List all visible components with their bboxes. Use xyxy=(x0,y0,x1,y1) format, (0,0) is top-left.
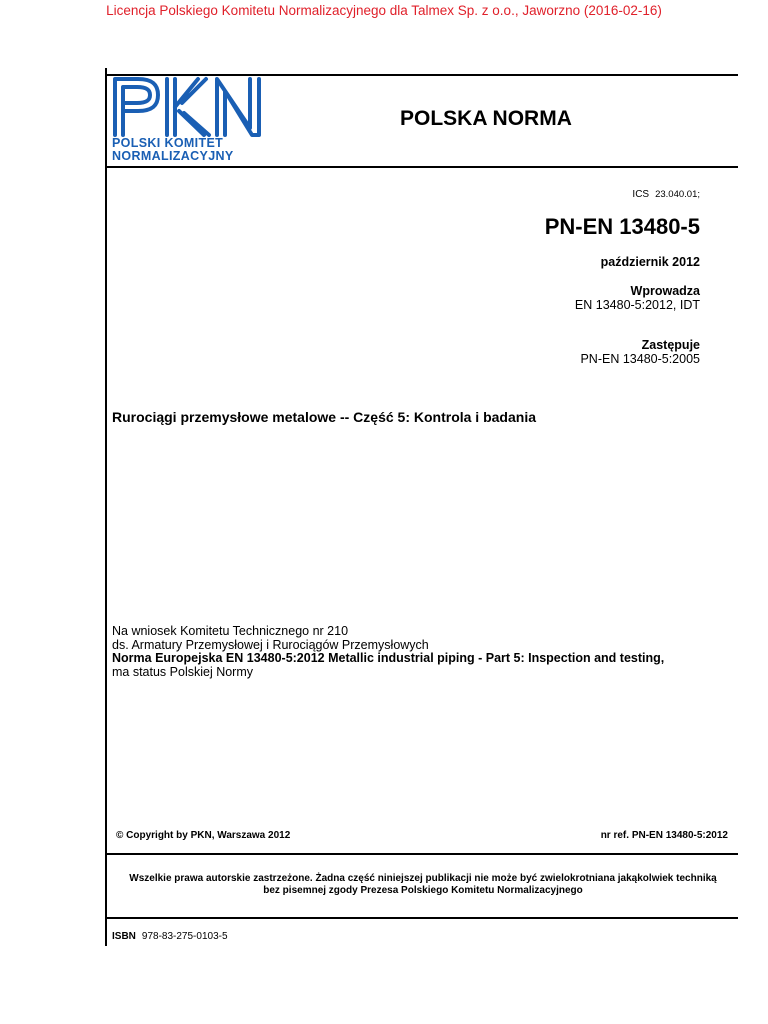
request-line-2: ds. Armatury Przemysłowej i Rurociągów Przemysłowych xyxy=(112,638,429,652)
standard-number: PN-EN 13480-5 xyxy=(544,214,700,239)
request-line-1: Na wniosek Komitetu Technicznego nr 210 xyxy=(112,624,349,638)
publication-date: październik 2012 xyxy=(600,255,700,269)
replaces-value: PN-EN 13480-5:2005 xyxy=(580,352,700,366)
logo-text-line2: NORMALIZACYJNY xyxy=(112,149,234,163)
ics-label: ICS xyxy=(632,189,650,200)
ics-code xyxy=(632,189,700,200)
introduces-label: Wprowadza xyxy=(630,284,700,298)
footer-bottom-rule xyxy=(105,917,738,919)
document-title: Rurociągi przemysłowe metalowe -- Część 5: Kontrola i badania xyxy=(112,409,536,425)
logo-text-line1: POLSKI KOMITET xyxy=(112,136,224,150)
logo-n-shape xyxy=(217,79,259,135)
rights-notice-line-1: Wszelkie prawa autorskie zastrzeżone. Żadna część niniejszej publikacji nie może być zwielokrotniana jakąkolwiek techniką xyxy=(129,873,717,884)
request-line-3: Norma Europejska EN 13480-5:2012 Metallic industrial piping - Part 5: Inspection and testing, xyxy=(112,651,665,665)
isbn xyxy=(112,931,228,942)
introduces-value: EN 13480-5:2012, IDT xyxy=(574,298,700,312)
copyright-notice: © Copyright by PKN, Warszawa 2012 xyxy=(116,830,291,841)
request-line-4: ma status Polskiej Normy xyxy=(112,665,254,679)
page-title: POLSKA NORMA xyxy=(400,107,572,130)
license-header: Licencja Polskiego Komitetu Normalizacyjnego dla Talmex Sp. z o.o., Jaworzno (2016-02-16) xyxy=(106,3,662,18)
left-vertical-rule xyxy=(105,68,107,946)
header-bottom-rule xyxy=(105,166,738,168)
rights-notice-line-2: bez pisemnej zgody Prezesa Polskiego Komitetu Normalizacyjnego xyxy=(263,885,583,896)
isbn-value: 978-83-275-0103-5 xyxy=(141,931,228,942)
replaces-label: Zastępuje xyxy=(641,338,700,352)
logo-p-shape xyxy=(115,79,158,135)
reference-number: nr ref. PN-EN 13480-5:2012 xyxy=(600,830,728,841)
logo-k-shape xyxy=(167,79,209,135)
ics-value: 23.040.01; xyxy=(655,189,700,200)
isbn-label: ISBN xyxy=(112,931,136,942)
footer-top-rule xyxy=(105,853,738,855)
